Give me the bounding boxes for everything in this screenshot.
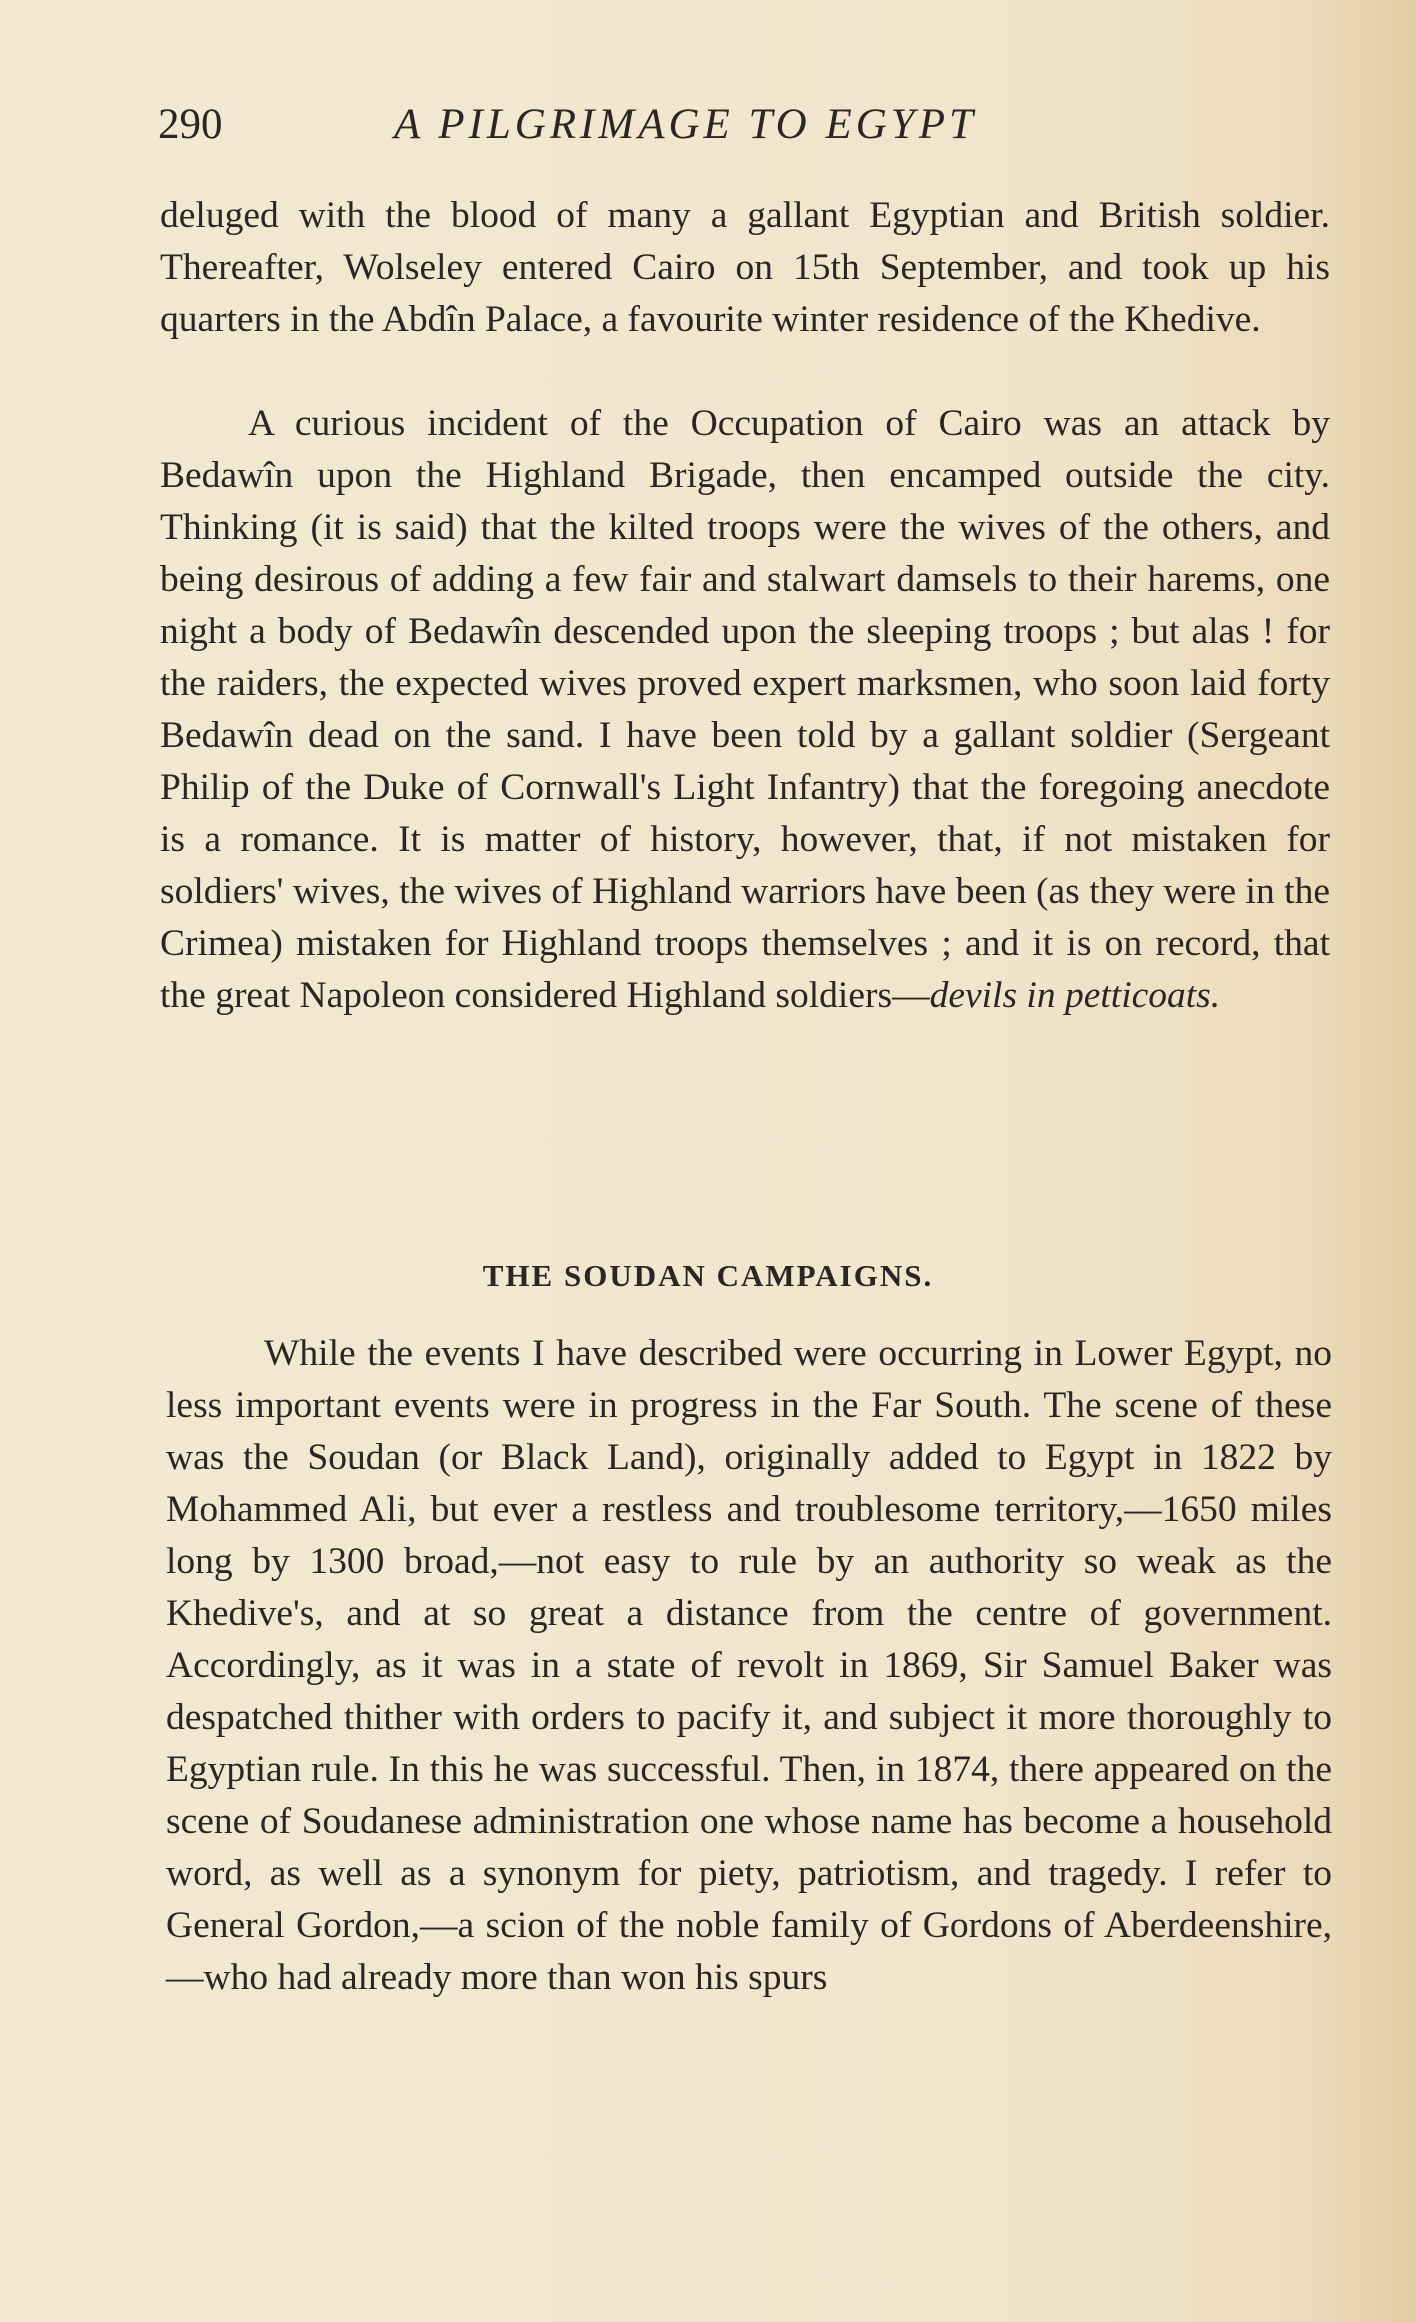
running-title: A PILGRIMAGE TO EGYPT <box>394 101 977 148</box>
paragraph-3: While the events I have described were occurring in Lower Egypt, no less important events were in progress in the Far South. The scene of these was the Soudan (or Black Land), originally added to Egypt in 1822 by Mohammed Ali, but ever a restless and troublesome territory,—1650 miles long by 1300 broad,—not easy to rule by an authority so weak as the Khedive's, and at so great a distance from the centre of government. Accordingly, as it was in a state of revolt in 1869, Sir Samuel Baker was despatched thither with orders to pacify it, and subject it more thoroughly to Egyptian rule. In this he was successful. Then, in 1874, there appeared on the scene of Soudanese administration one whose name has become a household word, as well as a synonym for piety, patriotism, and tragedy. I refer to General Gordon,—a scion of the noble family of Gordons of Aberdeenshire,—who had already more than won his spurs <box>166 1333 1332 1998</box>
section-heading: THE SOUDAN CAMPAIGNS. <box>482 1258 934 1293</box>
paragraph-2-italic: devils in petticoats. <box>929 975 1221 1016</box>
paragraph-2-text: A curious incident of the Occupation of Cairo was an attack by Bedawîn upon the Highland Brigade, then encamped outside the city. Thinking (it is said) that the kilted troops were the wives of the others, and being desirous of adding a few fair and stalwart damsels to their harems, one night a body of Bedawîn descended upon the sleeping troops ; but alas ! for the raiders, the expected wives proved expert marksmen, who soon laid forty Bedawîn dead on the sand. I have been told by a gallant soldier (Sergeant Philip of the Duke of Cornwall's Light Infantry) that the foregoing anecdote is a romance. It is matter of history, however, that, if not mistaken for soldiers' wives, the wives of Highland warriors have been (as they were in the Crimea) mistaken for Highland troops themselves ; and it is on record, that the great Napoleon considered Highland soldiers— <box>160 403 1330 1016</box>
paragraph-1: deluged with the blood of many a gallant Egyptian and British soldier. Thereafter, Wolseley entered Cairo on 15th September, and took up his quarters in the Abdîn Palace, a favourite winter residence of the Khedive. <box>160 195 1330 340</box>
running-head <box>158 100 1308 170</box>
page-number: 290 <box>158 101 223 148</box>
paragraph-2 <box>160 398 1330 1022</box>
